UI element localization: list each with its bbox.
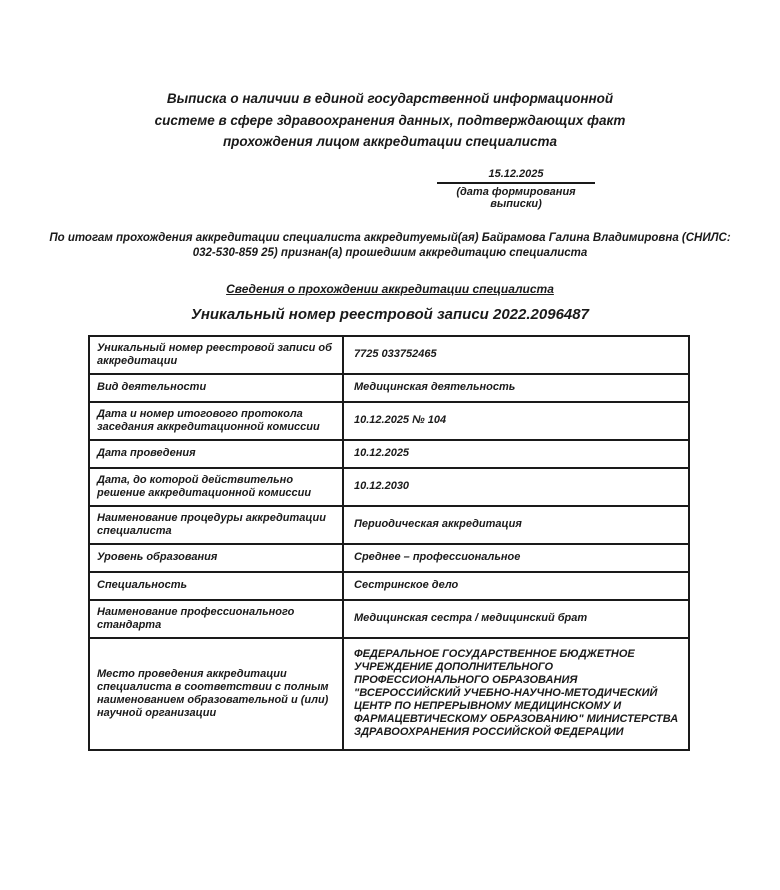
row-value: 10.12.2025: [343, 440, 689, 468]
document-title-line: Выписка о наличии в единой государственной информационной: [166, 91, 614, 106]
accreditation-table: [88, 335, 690, 751]
registry-record-heading: Уникальный номер реестровой записи 2022.2096487: [191, 305, 589, 323]
row-label: Дата и номер итогового протокола заседания аккредитационной комиссии: [89, 402, 343, 440]
table-row: [89, 506, 689, 544]
row-label: Дата, до которой действительно решение аккредитационной комиссии: [89, 468, 343, 506]
extract-date-block: [437, 168, 595, 210]
row-label: Уникальный номер реестровой записи об аккредитации: [89, 336, 343, 374]
intro-paragraph-line: 032-530-859 25) признан(а) прошедшим аккредитацию специалиста: [192, 246, 588, 259]
intro-paragraph-line: По итогам прохождения аккредитации специалиста аккредитуемый(ая) Байрамова Галина Владимировна (СНИЛС:: [49, 231, 731, 244]
row-label: Специальность: [89, 572, 343, 600]
row-value: 10.12.2030: [343, 468, 689, 506]
row-value: 7725 033752465: [343, 336, 689, 374]
row-label: Вид деятельности: [89, 374, 343, 402]
row-value: 10.12.2025 № 104: [343, 402, 689, 440]
row-label: Дата проведения: [89, 440, 343, 468]
table-row: [89, 544, 689, 572]
table-row: [89, 638, 689, 750]
table-row: [89, 572, 689, 600]
row-label: Уровень образования: [89, 544, 343, 572]
row-value: Среднее – профессиональное: [343, 544, 689, 572]
table-row: [89, 374, 689, 402]
table-row: [89, 402, 689, 440]
table-row: [89, 336, 689, 374]
row-label: Место проведения аккредитации специалиста в соответствии с полным наименованием образовательной и (или) научной организации: [89, 638, 343, 750]
row-label: Наименование процедуры аккредитации специалиста: [89, 506, 343, 544]
table-row: [89, 600, 689, 638]
table-row: [89, 440, 689, 468]
row-value: Медицинская деятельность: [343, 374, 689, 402]
row-label: Наименование профессионального стандарта: [89, 600, 343, 638]
row-value: Сестринское дело: [343, 572, 689, 600]
row-value: Медицинская сестра / медицинский брат: [343, 600, 689, 638]
table-row: [89, 468, 689, 506]
document-title: [0, 88, 780, 153]
row-value: ФЕДЕРАЛЬНОЕ ГОСУДАРСТВЕННОЕ БЮДЖЕТНОЕ УЧРЕЖДЕНИЕ ДОПОЛНИТЕЛЬНОГО ПРОФЕССИОНАЛЬНОГО ОБРАЗОВАНИЯ "ВСЕРОССИЙСКИЙ УЧЕБНО-НАУЧНО-МЕТОДИЧЕСКИЙ ЦЕНТР ПО НЕПРЕРЫВНОМУ МЕДИЦИНСКОМУ И ФАРМАЦЕВТИЧЕСКОМУ ОБРАЗОВАНИЮ" МИНИСТЕРСТВА ЗДРАВООХРАНЕНИЯ РОССИЙСКОЙ ФЕДЕРАЦИИ: [343, 638, 689, 750]
document-title-line: прохождения лицом аккредитации специалиста: [222, 134, 558, 149]
document-title-line: системе в сфере здравоохранения данных, подтверждающих факт: [154, 112, 626, 128]
extract-date-caption: (дата формирования выписки): [456, 185, 576, 210]
section-heading: Сведения о прохождении аккредитации специалиста: [226, 281, 554, 296]
row-value: Периодическая аккредитация: [343, 506, 689, 544]
extract-date: 15.12.2025: [437, 168, 595, 184]
intro-paragraph: [0, 231, 780, 261]
